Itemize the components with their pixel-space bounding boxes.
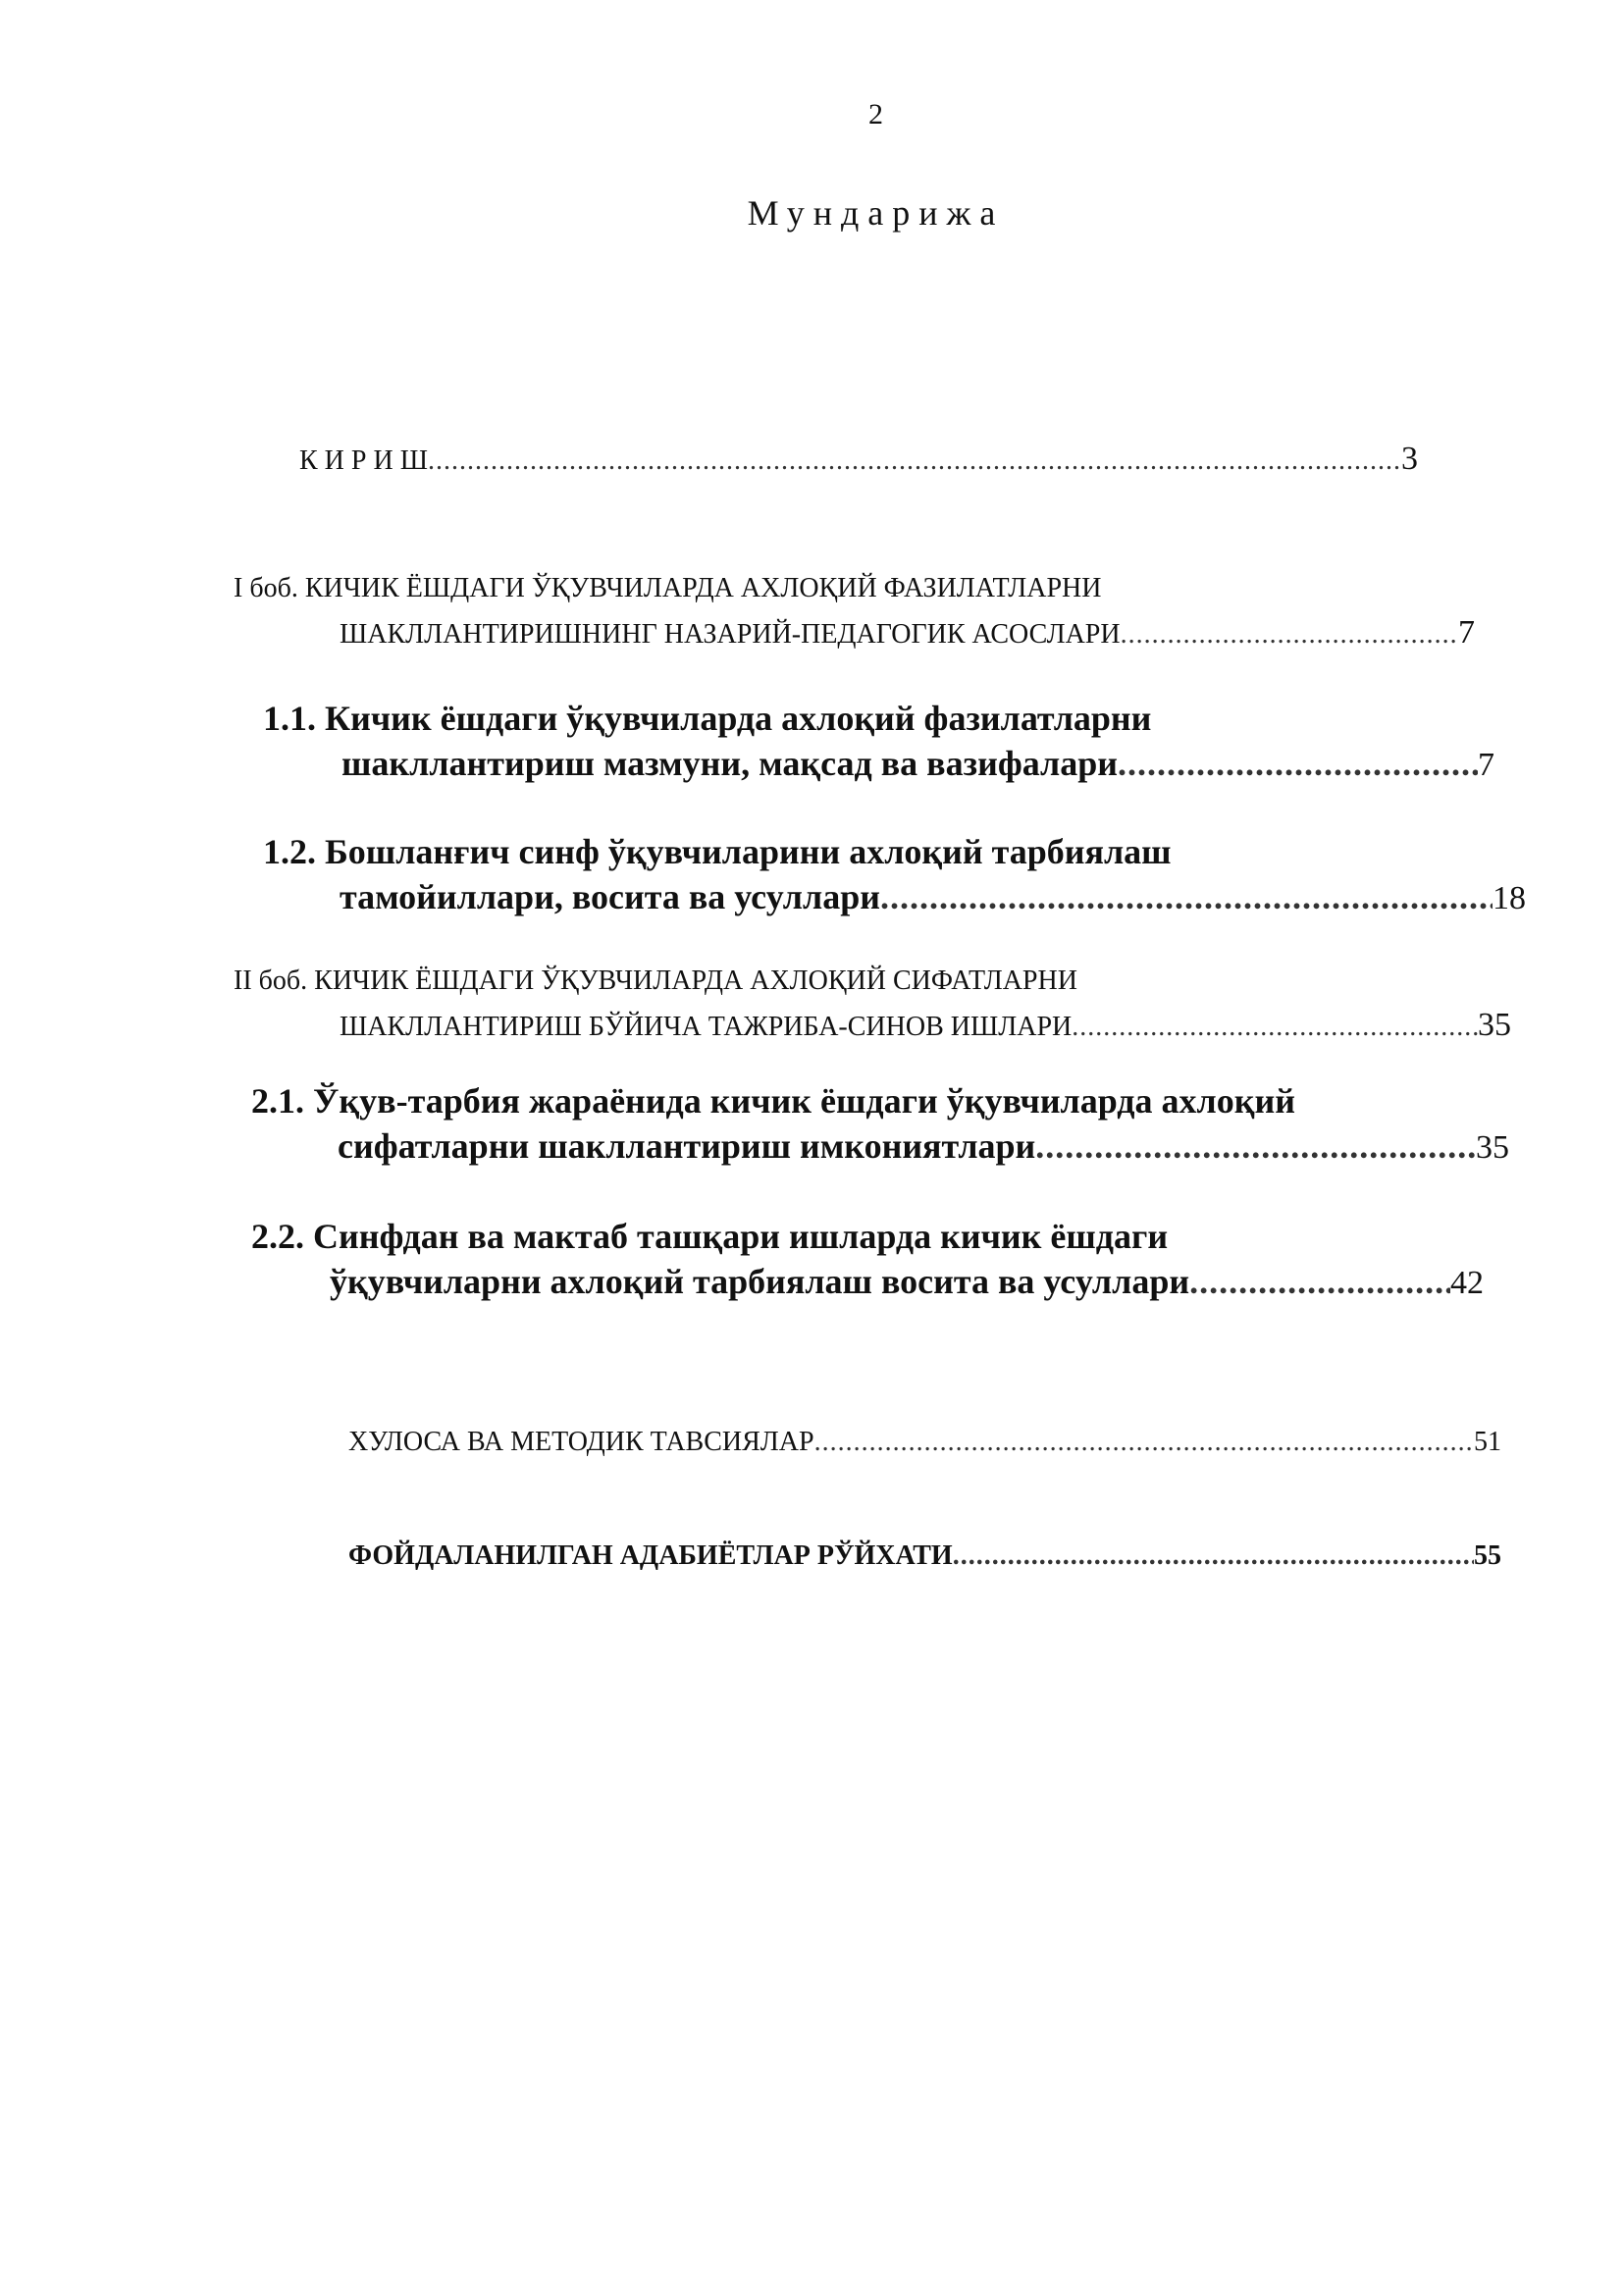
toc-entry-label: ФОЙДАЛАНИЛГАН АДАБИЁТЛАР РЎЙХАТИ bbox=[348, 1540, 953, 1571]
toc-entry-line-1: 2.2. Синфдан ва мактаб ташқари ишларда кичик ёшдаги bbox=[251, 1217, 1169, 1256]
toc-entry-section-2-2[interactable] bbox=[251, 1217, 1484, 1301]
toc-entry-section-1-2[interactable] bbox=[263, 832, 1526, 916]
toc-page-number: 42 bbox=[1450, 1265, 1484, 1301]
toc-leader-dots bbox=[880, 877, 1493, 916]
toc-leader-dots bbox=[428, 442, 1401, 481]
toc-page-number: 7 bbox=[1478, 747, 1494, 783]
toc-entry-line-2: шакллантириш мазмуни, мақсад ва вазифалари bbox=[341, 744, 1119, 783]
toc-page-number: 55 bbox=[1474, 1540, 1501, 1571]
toc-entry-line-1: 1.1. Кичик ёшдаги ўқувчиларда ахлоқий фазилатларни bbox=[263, 699, 1152, 738]
toc-entry-label: К И Р И Ш bbox=[299, 445, 428, 476]
toc-leader-dots bbox=[814, 1423, 1474, 1462]
toc-leader-dots bbox=[1121, 615, 1458, 654]
toc-entry-line-2: тамойиллари, восита ва усуллари bbox=[340, 877, 880, 916]
toc-page-number: 51 bbox=[1474, 1427, 1501, 1457]
toc-page-number: 7 bbox=[1458, 614, 1475, 651]
toc-leader-dots bbox=[1072, 1008, 1478, 1047]
toc-entry-line-1: 2.1. Ўқув-тарбия жараёнида кичик ёшдаги ўқувчиларда ахлоқий bbox=[251, 1081, 1295, 1121]
toc-page-number: 35 bbox=[1476, 1129, 1509, 1166]
toc-leader-dots bbox=[1189, 1262, 1450, 1301]
toc-entry-chapter-1[interactable] bbox=[234, 569, 1475, 652]
toc-page-number: 18 bbox=[1493, 880, 1526, 916]
toc-entry-section-1-1[interactable] bbox=[263, 699, 1494, 783]
toc-entry-line-2: ШАКЛЛАНТИРИШНИНГ НАЗАРИЙ-ПЕДАГОГИК АСОСЛАРИ bbox=[340, 619, 1121, 650]
toc-entry-line-2: ўқувчиларни ахлоқий тарбиялаш восита ва усуллари bbox=[330, 1262, 1190, 1301]
toc-entry-label: ХУЛОСА ВА МЕТОДИК ТАВСИЯЛАР bbox=[348, 1427, 814, 1457]
toc-entry-line-1: 1.2. Бошланғич синф ўқувчиларини ахлоқий тарбиялаш bbox=[263, 832, 1172, 871]
page-title: Мундарижа bbox=[747, 193, 1005, 233]
toc-entry-line-2: сифатларни шакллантириш имкониятлари bbox=[338, 1126, 1036, 1166]
toc-entry-conclusion[interactable] bbox=[348, 1423, 1501, 1462]
toc-page-number: 3 bbox=[1401, 441, 1418, 477]
toc-entry-references[interactable] bbox=[348, 1537, 1501, 1576]
toc-leader-dots bbox=[1035, 1126, 1476, 1166]
toc-entry-chapter-2[interactable] bbox=[234, 962, 1511, 1045]
toc-leader-dots bbox=[1118, 744, 1478, 783]
page-number: 2 bbox=[868, 98, 883, 130]
toc-entry-intro[interactable] bbox=[299, 440, 1418, 479]
toc-leader-dots bbox=[953, 1537, 1474, 1576]
toc-page-number: 35 bbox=[1478, 1007, 1511, 1043]
toc-entry-line-1: I боб. КИЧИК ЁШДАГИ ЎҚУВЧИЛАРДА АХЛОҚИЙ ФАЗИЛАТЛАРНИ bbox=[234, 573, 1102, 603]
toc-entry-section-2-1[interactable] bbox=[251, 1081, 1509, 1166]
toc-entry-line-1: II боб. КИЧИК ЁШДАГИ ЎҚУВЧИЛАРДА АХЛОҚИЙ СИФАТЛАРНИ bbox=[234, 965, 1077, 996]
toc-entry-line-2: ШАКЛЛАНТИРИШ БЎЙИЧА ТАЖРИБА-СИНОВ ИШЛАРИ bbox=[340, 1012, 1073, 1042]
